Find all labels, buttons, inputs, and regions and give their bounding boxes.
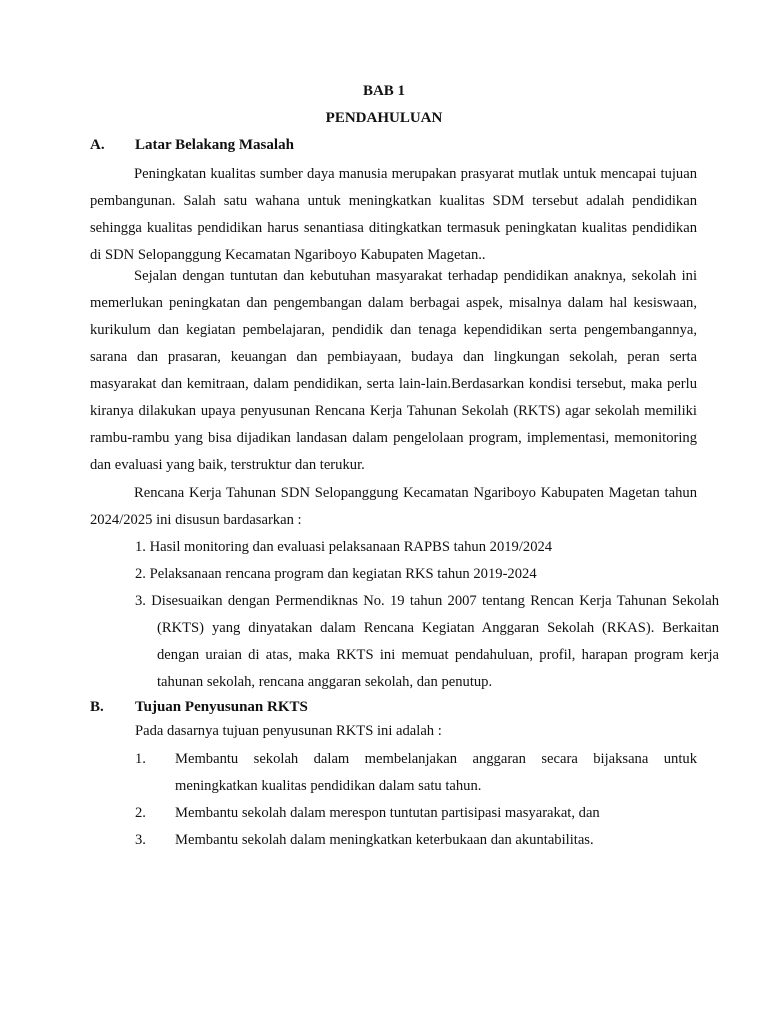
chapter-title: PENDAHULUAN (325, 110, 443, 126)
section-b-label: B. (90, 699, 104, 715)
section-a-list-item-3: 3. Disesuaikan dengan Permendiknas No. 19 tahun 2007 tentang Rencan Kerja Tahunan Sekolah (RKTS) yang dinyatakan dalam Rencana Kegiatan Anggaran Sekolah (RKAS). Berkaitan dengan uraian di atas, maka RKTS ini memuat pendahuluan, profil, harapan program kerja tahunan sekolah, rencana anggaran sekolah, dan penutup. (135, 593, 719, 690)
section-a-paragraph-2: Sejalan dengan tuntutan dan kebutuhan masyarakat terhadap pendidikan anaknya, sekolah ini memerlukan peningkatan dan pengembangan dalam berbagai aspek, misalnya dalam hal kesiswaan, kurikulum dan kegiatan pembelajaran, pendidik dan tenaga kependidikan serta pengembangannya, sarana dan prasaran, keuangan dan pembiayaan, budaya dan lingkungan sekolah, peran serta masyarakat dan kemitraan, dalam pendidikan, serta lain-lain.Berdasarkan kondisi tersebut, maka perlu kiranya dilakukan upaya penyusunan Rencana Kerja Tahunan Sekolah (RKTS) agar sekolah memiliki rambu-rambu yang bisa dijadikan landasan dalam pengelolaan program, implementasi, memonitoring dan evaluasi yang baik, terstruktur dan terukur. (90, 268, 697, 473)
section-a-title: Latar Belakang Masalah (135, 137, 294, 153)
section-b-item-1-number: 1. (135, 751, 146, 767)
section-a-list-item-2: 2. Pelaksanaan rencana program dan kegiatan RKS tahun 2019-2024 (135, 566, 537, 582)
section-b-intro: Pada dasarnya tujuan penyusunan RKTS ini adalah : (135, 723, 442, 739)
section-b-title: Tujuan Penyusunan RKTS (135, 699, 308, 715)
section-a-paragraph-3: Rencana Kerja Tahunan SDN Selopanggung Kecamatan Ngariboyo Kabupaten Magetan tahun 2024/2025 ini disusun bardasarkan : (90, 485, 697, 528)
section-b-item-2-number: 2. (135, 805, 146, 821)
section-a-paragraph-1: Peningkatan kualitas sumber daya manusia merupakan prasyarat mutlak untuk mencapai tujuan pembangunan. Salah satu wahana untuk meningkatkan kualitas SDM tersebut adalah pendidikan sehingga kualitas pendidikan harus senantiasa ditingkatkan termasuk peningkatan kualitas pendidikan di SDN Selopanggung Kecamatan Ngariboyo Kabupaten Magetan.. (90, 166, 697, 263)
section-b-item-3-number: 3. (135, 832, 146, 848)
section-b-item-3-text: Membantu sekolah dalam meningkatkan keterbukaan dan akuntabilitas. (175, 832, 594, 848)
section-a-list-item-1: 1. Hasil monitoring dan evaluasi pelaksanaan RAPBS tahun 2019/2024 (135, 539, 553, 555)
section-b-item-1-text: Membantu sekolah dalam membelanjakan anggaran secara bijaksana untuk meningkatkan kualitas pendidikan dalam satu tahun. (175, 751, 697, 794)
section-b-item-2-text: Membantu sekolah dalam merespon tuntutan partisipasi masyarakat, dan (175, 805, 600, 821)
chapter-number: BAB 1 (362, 83, 406, 99)
section-a-label: A. (90, 137, 105, 153)
